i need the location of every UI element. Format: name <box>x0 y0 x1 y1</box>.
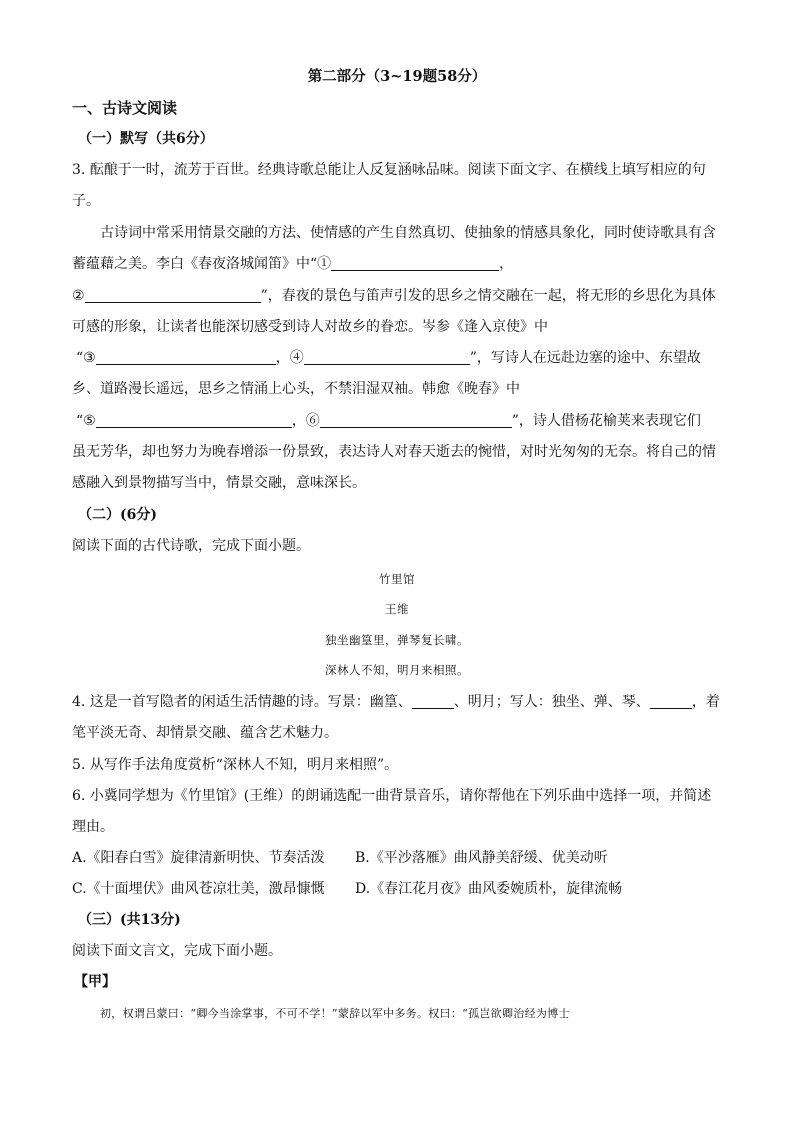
q3-paragraph-text: “③ <box>76 350 96 366</box>
q3-paragraph-text: ， <box>499 256 514 272</box>
q4-line-2: 笔平淡无奇、却情景交融、蕴含艺术魅力。 <box>72 725 338 741</box>
q3-paragraph-text: ”，写诗人在远赴边塞的途中、东望故 <box>469 350 701 366</box>
passage-label-jia: 【甲】 <box>74 974 116 990</box>
fill-blank-4[interactable] <box>304 350 470 365</box>
poem-author: 王维 <box>385 602 409 616</box>
q3-paragraph-line-7 <box>76 412 701 430</box>
q6-line-2: 理由。 <box>72 819 114 835</box>
subsection-heading-3: （三）(共13分) <box>78 912 181 928</box>
fill-blank-6[interactable] <box>320 413 512 428</box>
q3-paragraph-line-9: 感融入到景物描写当中，情景交融，意味深长。 <box>72 475 366 491</box>
subsection-heading-1: （一）默写（共6分） <box>78 131 214 147</box>
q4-text: 、明月；写人：独坐、弹、琴、 <box>453 694 650 710</box>
q6-option-d: D.《春江花月夜》曲风委婉质朴，旋律流畅 <box>355 881 623 897</box>
q3-paragraph-line-2 <box>72 255 513 273</box>
classical-intro: 阅读下面文言文，完成下面小题。 <box>72 943 282 959</box>
q6-option-a: A.《阳春白雪》旋律清新明快、节奏活泼 <box>72 850 325 866</box>
q5-text: 5. 从写作手法角度赏析“深林人不知，明月来相照”。 <box>72 757 399 773</box>
q4-blank-2[interactable] <box>650 694 692 709</box>
q3-paragraph-line-5 <box>76 349 701 367</box>
q6-option-c: C.《十面埋伏》曲风苍凉壮美，激昂慷慨 <box>72 881 325 897</box>
q4-line-1 <box>72 693 720 711</box>
q3-paragraph-text: ”，春夜的景色与笛声引发的思乡之情交融在一起，将无形的乡思化为具体 <box>260 288 716 304</box>
q3-paragraph-text: “⑤ <box>76 413 96 429</box>
q3-paragraph-line-6: 乡、道路漫长遥远，思乡之情涌上心头，不禁泪湿双袖。韩愈《晚春》中 <box>72 381 520 397</box>
q3-paragraph-text: ”，诗人借杨花榆荚来表现它们 <box>511 413 701 429</box>
q3-paragraph-text: ，⑥ <box>291 413 320 429</box>
fill-blank-2[interactable] <box>85 288 261 303</box>
q3-paragraph-text: ，④ <box>275 350 304 366</box>
fill-blank-1[interactable] <box>331 256 499 271</box>
q3-paragraph-text: ② <box>72 288 85 304</box>
q3-paragraph-line-3 <box>72 287 716 305</box>
subsection-heading-2: （二）(6分) <box>78 507 157 523</box>
section-heading: 一、古诗文阅读 <box>72 99 178 117</box>
q3-paragraph-line-1: 古诗词中常采用情景交融的方法、使情感的产生自然真切、使抽象的情感具象化，同时使诗歌具有含 <box>100 225 716 241</box>
q4-text: ，着 <box>691 694 720 710</box>
q3-text-line-1: 3. 酝酿于一时，流芳于百世。经典诗歌总能让人反复涵咏品味。阅读下面文字、在横线上填写相应的句 <box>72 162 706 178</box>
poem-title: 竹里馆 <box>379 572 415 586</box>
q6-line-1: 6. 小冀同学想为《竹里馆》(王维）的朗诵选配一曲背景音乐，请你帮他在下列乐曲中选择一项，并简述 <box>72 788 712 804</box>
fill-blank-3[interactable] <box>96 350 276 365</box>
classical-text-line-1: 初，权谓吕蒙曰：“卿今当涂掌事，不可不学！”蒙辞以军中多务。权曰：“孤岂欲卿治经为博士 <box>100 1007 570 1020</box>
poem-line-1: 独坐幽篁里，弹琴复长啸。 <box>325 633 469 647</box>
q3-paragraph-text: 蓄蕴藉之美。李白《春夜洛城闻笛》中“① <box>72 256 332 272</box>
q4-text: 4. 这是一首写隐者的闲适生活情趣的诗。写景：幽篁、 <box>72 694 412 710</box>
poem-line-2: 深林人不知，明月来相照。 <box>325 663 469 677</box>
poem-intro: 阅读下面的古代诗歌，完成下面小题。 <box>72 538 310 554</box>
q6-option-b: B.《平沙落雁》曲风静美舒缓、优美动听 <box>355 850 608 866</box>
fill-blank-5[interactable] <box>96 413 292 428</box>
q3-paragraph-line-4: 可感的形象，让读者也能深切感受到诗人对故乡的眷恋。岑参《逢入京使》中 <box>72 319 548 335</box>
q4-blank-1[interactable] <box>412 694 454 709</box>
q3-paragraph-line-8: 虽无芳华，却也努力为晚春增添一份景致，表达诗人对春天逝去的惋惜，对时光匆匆的无奈。将自己的情 <box>72 444 716 460</box>
page-title: 第二部分（3~19题58分） <box>307 68 487 85</box>
q3-text-line-2: 子。 <box>72 193 100 209</box>
